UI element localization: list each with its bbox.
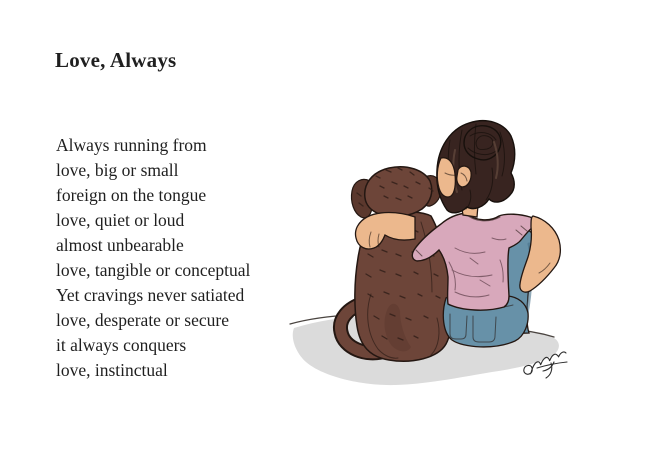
poem-line: foreign on the tongue (56, 185, 207, 205)
poem-line: almost unbearable (56, 235, 184, 255)
poem-line: it always conquers (56, 335, 187, 355)
ear (457, 166, 471, 187)
poem-line: Yet cravings never satiated (56, 285, 245, 305)
poem-line: love, desperate or secure (56, 310, 229, 330)
poem-line: Always running from (56, 135, 207, 155)
poem-line: love, quiet or loud (56, 210, 185, 230)
dog-head (365, 167, 432, 217)
poem-line: love, tangible or conceptual (56, 260, 251, 280)
poem-title: Love, Always (55, 48, 177, 72)
poem-line: love, instinctual (56, 360, 168, 380)
poem-line: love, big or small (56, 160, 179, 180)
face-profile (437, 158, 455, 197)
